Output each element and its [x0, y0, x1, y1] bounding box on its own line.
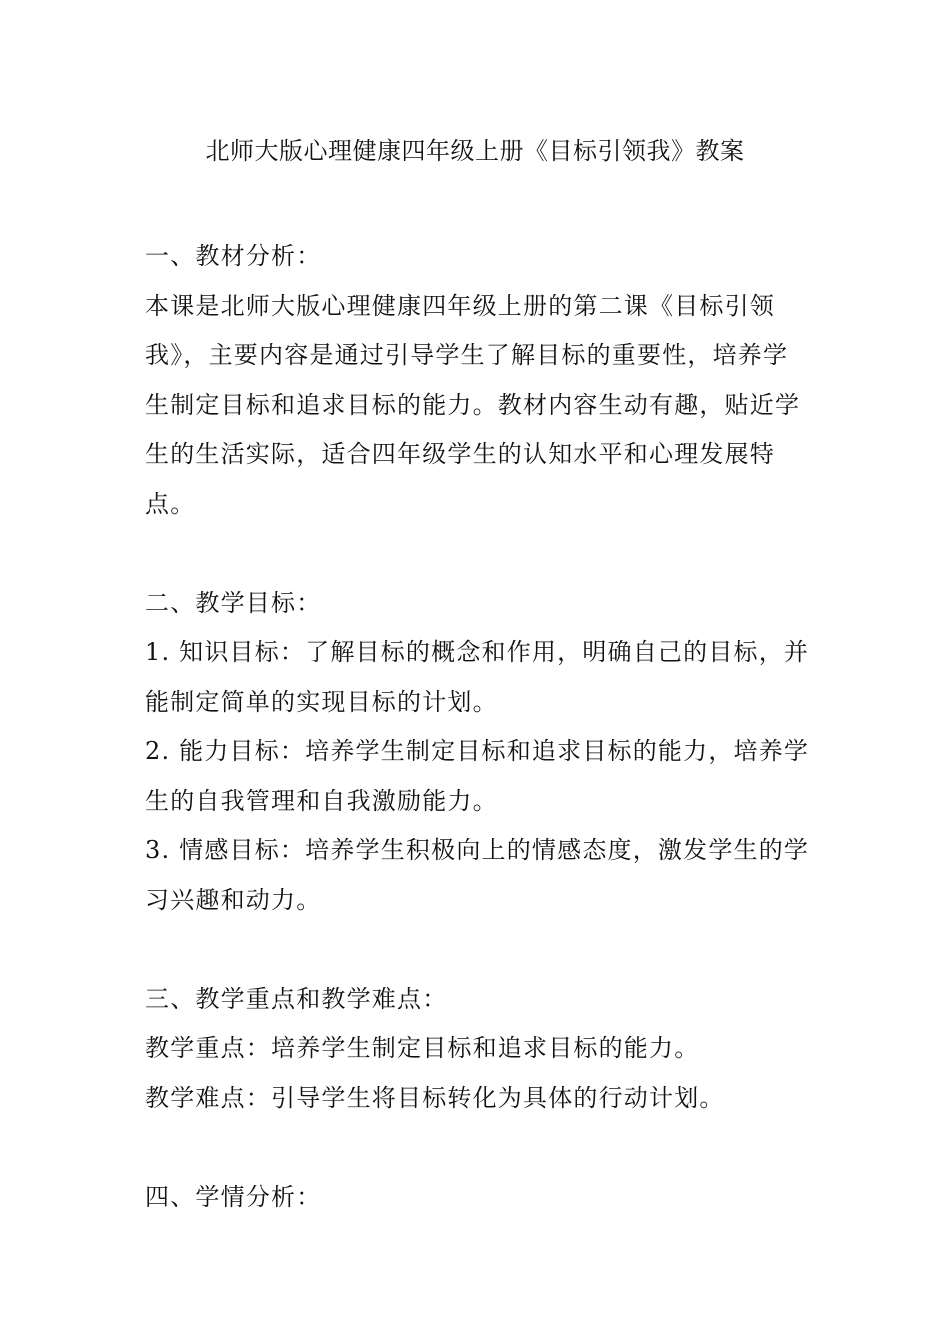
section-heading-textbook-analysis: 一、教材分析：: [145, 242, 322, 270]
teaching-difficult-point: 教学难点：引导学生将目标转化为具体的行动计划。: [145, 1083, 725, 1112]
goal-item-knowledge: 1. 知识目标：了解目标的概念和作用，明确自己的目标，并能制定简单的实现目标的计划。: [145, 638, 810, 716]
section-heading-teaching-goals: 二、教学目标：: [145, 588, 322, 617]
document-body: [145, 232, 813, 1222]
goal-item-emotion: 3. 情感目标：培养学生积极向上的情感态度，激发学生的学习兴趣和动力。: [145, 836, 810, 914]
document-title: 北师大版心理健康四年级上册《目标引领我》教案: [205, 137, 745, 165]
textbook-analysis-paragraph: 本课是北师大版心理健康四年级上册的第二课《目标引领我》，主要内容是通过引导学生了解目标的重要性，培养学生制定目标和追求目标的能力。教材内容生动有趣，贴近学生的生活实际，适合四年级学生的认知水平和心理发展特点。: [145, 291, 801, 518]
paragraph-spacer: [145, 1123, 813, 1173]
section-heading-key-difficult-points: 三、教学重点和教学难点：: [145, 984, 448, 1013]
paragraph-spacer: [145, 925, 813, 975]
paragraph-spacer: [145, 529, 813, 579]
teaching-key-point: 教学重点：培养学生制定目标和追求目标的能力。: [145, 1034, 700, 1062]
section-heading-student-analysis: 四、学情分析：: [145, 1182, 322, 1211]
goal-item-ability: 2. 能力目标：培养学生制定目标和追求目标的能力，培养学生的自我管理和自我激励能力。: [145, 737, 810, 815]
